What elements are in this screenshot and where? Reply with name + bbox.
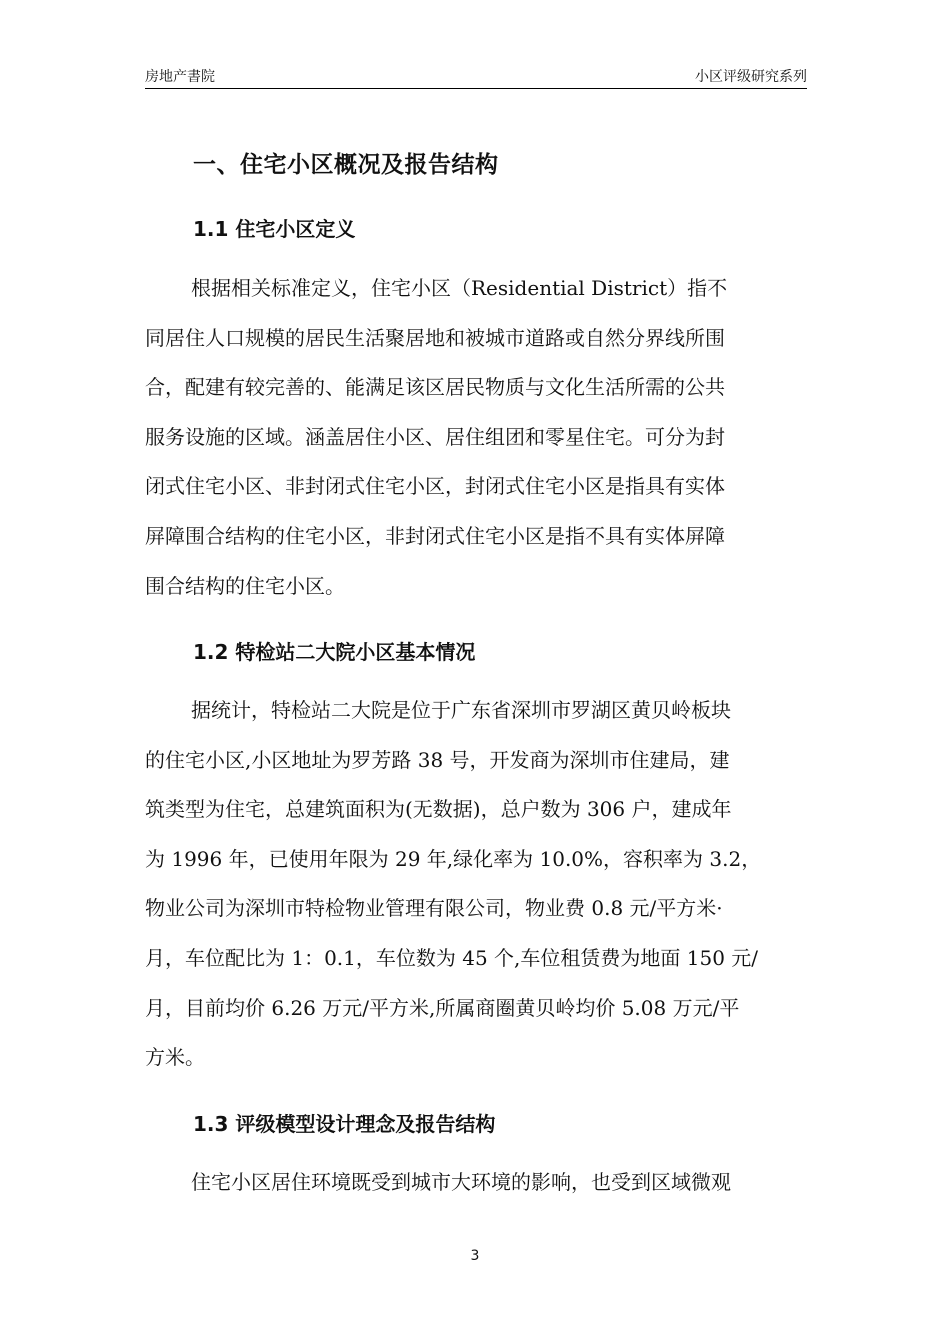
paragraph-line: 物业公司为深圳市特检物业管理有限公司，物业费 0.8 元/平方米·	[145, 896, 723, 921]
paragraph-line: 方米。	[145, 1045, 205, 1070]
paragraph-line: 据统计，特检站二大院是位于广东省深圳市罗湖区黄贝岭板块	[191, 698, 731, 722]
paragraph-line: 为 1996 年，已使用年限为 29 年,绿化率为 10.0%，容积率为 3.2，	[145, 846, 762, 871]
paragraph-line: 合，配建有较完善的、能满足该区居民物质与文化生活所需的公共	[145, 375, 725, 400]
page-header	[145, 66, 807, 89]
paragraph-line: 住宅小区居住环境既受到城市大环境的影响，也受到区域微观	[191, 1170, 731, 1194]
heading-1-1: 1.1 住宅小区定义	[193, 217, 356, 241]
paragraph-line: 屏障围合结构的住宅小区，非封闭式住宅小区是指不具有实体屏障	[145, 523, 725, 548]
header-left-title: 房地产書院	[145, 69, 215, 85]
paragraph-line: 围合结构的住宅小区。	[145, 573, 345, 598]
paragraph-line: 筑类型为住宅，总建筑面积为(无数据)，总户数为 306 户，建成年	[145, 797, 732, 822]
paragraph-1-2	[145, 686, 807, 1083]
paragraph-line: 同居住人口规模的居民生活聚居地和被城市道路或自然分界线所围	[145, 325, 725, 350]
page-number: 3	[470, 1248, 480, 1264]
paragraph-1-3	[145, 1158, 807, 1208]
paragraph-1-1	[145, 264, 807, 611]
heading-1-2: 1.2 特检站二大院小区基本情况	[193, 640, 476, 664]
paragraph-line: 月，车位配比为 1：0.1，车位数为 45 个,车位租赁费为地面 150 元/	[145, 945, 759, 970]
heading-1-3: 1.3 评级模型设计理念及报告结构	[193, 1112, 496, 1136]
paragraph-line: 服务设施的区域。涵盖居住小区、居住组团和零星住宅。可分为封	[145, 424, 725, 449]
header-right-title: 小区评级研究系列	[695, 69, 807, 85]
paragraph-line: 月，目前均价 6.26 万元/平方米,所属商圈黄贝岭均价 5.08 万元/平	[145, 995, 740, 1020]
paragraph-line: 根据相关标准定义，住宅小区（Residential District）指不	[191, 276, 728, 300]
paragraph-line: 的住宅小区,小区地址为罗芳路 38 号，开发商为深圳市住建局，建	[145, 747, 730, 772]
section-title: 一、住宅小区概况及报告结构	[193, 152, 499, 178]
paragraph-line: 闭式住宅小区、非封闭式住宅小区，封闭式住宅小区是指具有实体	[145, 474, 725, 499]
